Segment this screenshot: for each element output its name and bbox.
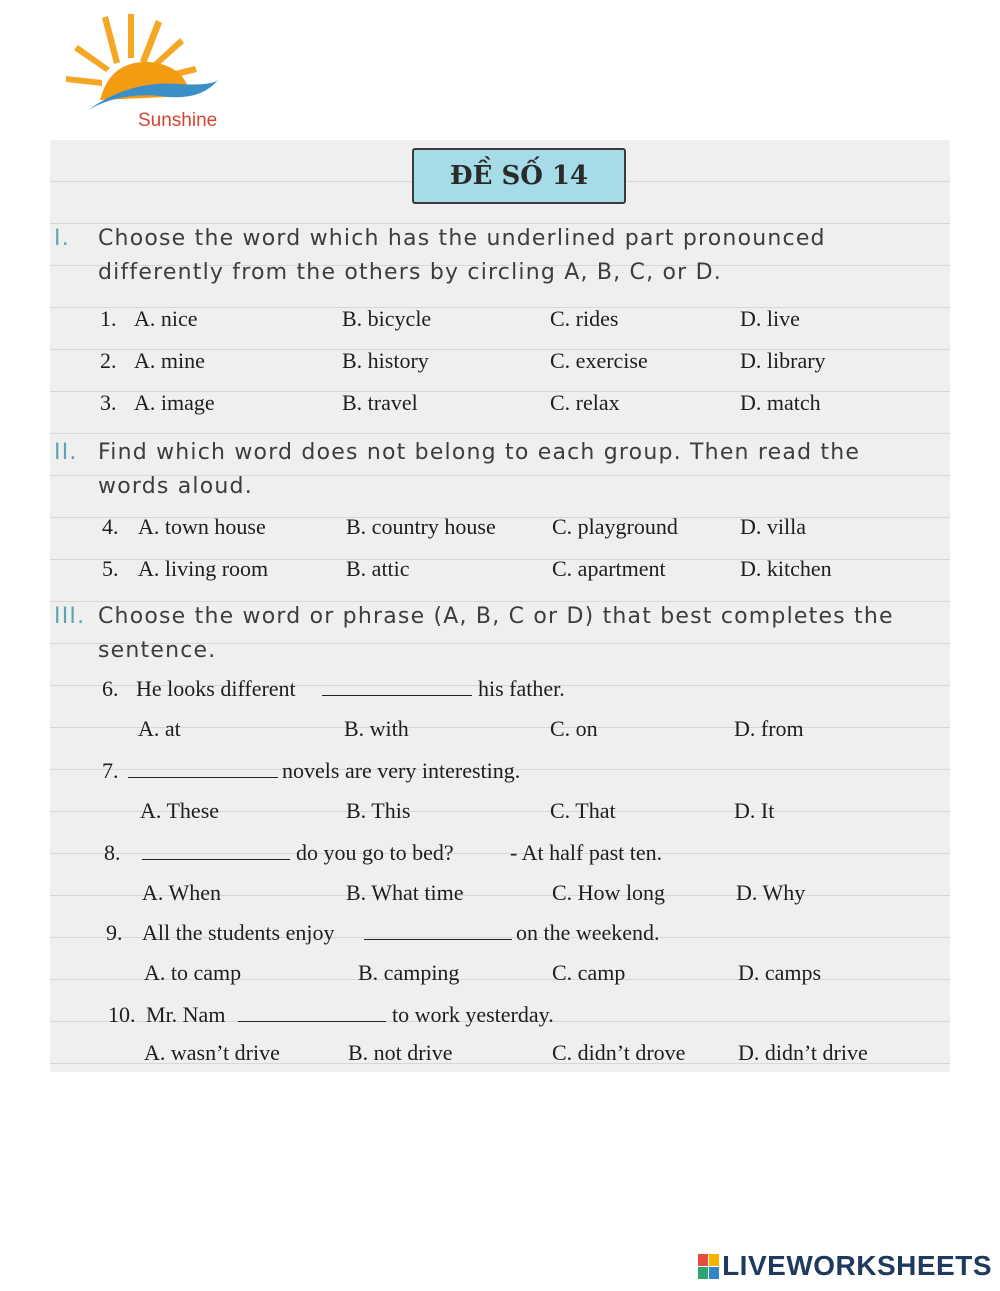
option-d[interactable]: D. kitchen (740, 556, 832, 581)
option-d[interactable]: D. Why (736, 880, 806, 905)
section-line: Choose the word which has the underlined part pronounced (98, 226, 826, 251)
brand-text: LIVEWORKSHEETS (722, 1250, 992, 1281)
option-a[interactable]: A. town house (138, 514, 266, 539)
option-a[interactable]: A. When (142, 880, 222, 905)
question-text: on the weekend. (516, 920, 660, 945)
question-text: novels are very interesting. (282, 758, 521, 783)
question-7 (50, 758, 950, 794)
section-line: sentence. (98, 638, 217, 663)
question-text: do you go to bed? (296, 840, 454, 865)
question-text: He looks different (136, 676, 296, 701)
option-b[interactable]: B. travel (342, 390, 418, 415)
answer-blank[interactable] (322, 676, 472, 702)
section-number: III. (54, 604, 86, 629)
section-number: II. (54, 440, 78, 465)
question-6 (50, 676, 950, 712)
option-a[interactable]: A. wasn’t drive (144, 1040, 280, 1065)
question-9 (50, 920, 950, 956)
question-number: 8. (104, 840, 121, 865)
question-text: Mr. Nam (146, 1002, 226, 1027)
question-5 (50, 556, 950, 592)
section-number: I. (54, 226, 70, 251)
option-d[interactable]: D. villa (740, 514, 806, 539)
question-text: his father. (478, 676, 565, 701)
sunshine-logo (60, 10, 230, 130)
answer-text: - At half past ten. (510, 840, 663, 865)
question-number: 4. (102, 514, 119, 539)
option-c[interactable]: C. relax (550, 390, 620, 415)
question-number: 2. (100, 348, 117, 373)
question-text: All the students enjoy (142, 920, 335, 945)
option-d[interactable]: D. match (740, 390, 821, 415)
exam-title: ĐỀ SỐ 14 (412, 148, 626, 204)
answer-blank[interactable] (238, 1002, 386, 1028)
option-b[interactable]: B. This (346, 798, 411, 823)
option-c[interactable]: C. How long (552, 880, 666, 905)
section-line: Choose the word or phrase (A, B, C or D) that best completes the (98, 604, 894, 629)
question-9-options (50, 960, 950, 996)
question-4 (50, 514, 950, 550)
option-a[interactable]: A. image (134, 390, 215, 415)
option-d[interactable]: D. didn’t drive (738, 1040, 868, 1065)
option-c[interactable]: C. on (550, 716, 598, 741)
option-d[interactable]: D. camps (738, 960, 822, 985)
logo-text: Sunshine (138, 110, 218, 131)
question-8 (50, 840, 950, 876)
option-a[interactable]: A. to camp (144, 960, 242, 985)
option-c[interactable]: C. playground (552, 514, 678, 539)
option-c[interactable]: C. camp (552, 960, 626, 985)
question-3 (50, 390, 950, 426)
option-a[interactable]: A. These (140, 798, 220, 823)
option-a[interactable]: A. mine (134, 348, 205, 373)
question-10 (50, 1002, 950, 1038)
sun-logo-icon (60, 10, 230, 120)
option-c[interactable]: C. apartment (552, 556, 666, 581)
question-number: 10. (108, 1002, 136, 1027)
question-number: 9. (106, 920, 123, 945)
option-b[interactable]: B. bicycle (342, 306, 432, 331)
answer-blank[interactable] (142, 840, 290, 866)
question-8-options (50, 880, 950, 916)
option-d[interactable]: D. live (740, 306, 800, 331)
option-c[interactable]: C. That (550, 798, 616, 823)
question-text: to work yesterday. (392, 1002, 554, 1027)
answer-blank[interactable] (364, 920, 512, 946)
liveworksheets-brand (698, 1250, 992, 1282)
option-d[interactable]: D. library (740, 348, 826, 373)
option-a[interactable]: A. nice (134, 306, 198, 331)
option-d[interactable]: D. It (734, 798, 775, 823)
question-number: 3. (100, 390, 117, 415)
question-number: 7. (102, 758, 119, 783)
option-b[interactable]: B. not drive (348, 1040, 453, 1065)
option-b[interactable]: B. with (344, 716, 409, 741)
answer-blank[interactable] (128, 758, 278, 784)
liveworksheets-logo-icon (698, 1254, 718, 1278)
question-10-options (50, 1040, 950, 1076)
question-6-options (50, 716, 950, 752)
option-a[interactable]: A. living room (138, 556, 269, 581)
section-line: words aloud. (98, 474, 253, 499)
question-7-options (50, 798, 950, 834)
section-2-instructions (54, 436, 944, 504)
question-number: 1. (100, 306, 117, 331)
option-b[interactable]: B. country house (346, 514, 496, 539)
option-c[interactable]: C. rides (550, 306, 619, 331)
option-b[interactable]: B. history (342, 348, 429, 373)
option-b[interactable]: B. camping (358, 960, 460, 985)
option-b[interactable]: B. What time (346, 880, 464, 905)
section-3-instructions (54, 600, 944, 668)
question-number: 5. (102, 556, 119, 581)
worksheet-page (50, 140, 950, 1072)
question-2 (50, 348, 950, 384)
section-1-instructions (54, 222, 944, 290)
option-c[interactable]: C. didn’t drove (552, 1040, 686, 1065)
option-b[interactable]: B. attic (346, 556, 410, 581)
section-line: Find which word does not belong to each group. Then read the (98, 440, 861, 465)
section-line: differently from the others by circling A, B, C, or D. (98, 260, 722, 285)
question-1 (50, 306, 950, 342)
option-d[interactable]: D. from (734, 716, 804, 741)
option-c[interactable]: C. exercise (550, 348, 648, 373)
option-a[interactable]: A. at (138, 716, 181, 741)
question-number: 6. (102, 676, 119, 701)
